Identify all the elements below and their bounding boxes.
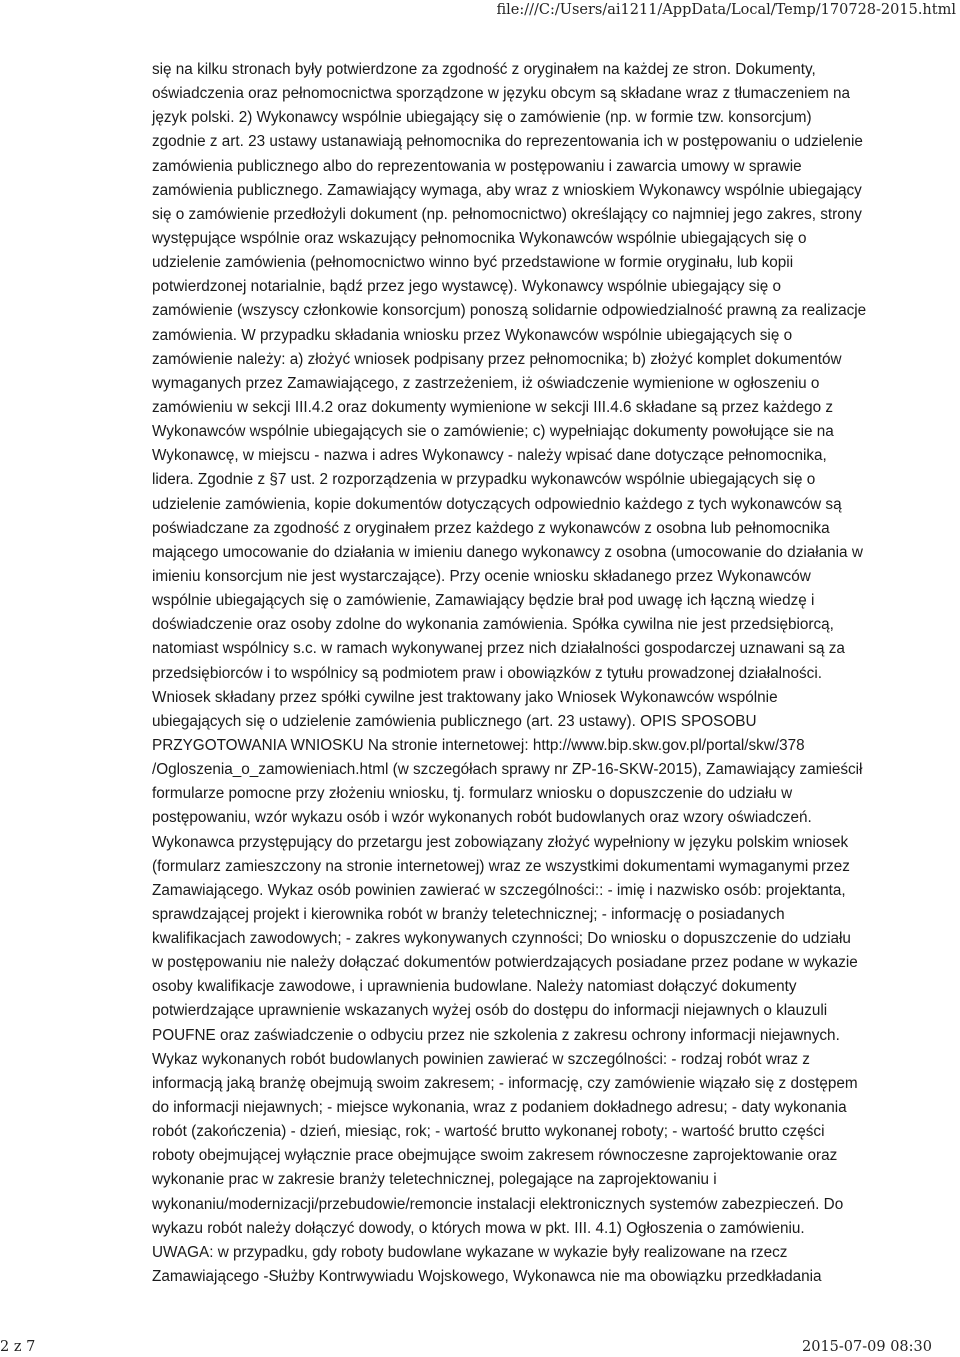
body-text-line: PRZYGOTOWANIA WNIOSKU Na stronie internetowej: http://www.bip.skw.gov.pl/portal/skw/378	[152, 736, 805, 754]
body-text-line: Wykonawcę, w miejscu - nazwa i adres Wykonawcy - należy wpisać dane dotyczące pełnomocnika,	[152, 447, 827, 465]
print-date: 2015-07-09 08:30	[802, 1339, 932, 1355]
body-text-line: roboty obejmującej wyłącznie prace obejmujące swoim zakresem równoczesne zaprojektowanie oraz	[152, 1147, 838, 1165]
body-text-line: robót (zakończenia) - dzień, miesiąc, rok; - wartość brutto wykonanej roboty; - wartość brutto części	[152, 1123, 825, 1141]
body-text-line: UWAGA: w przypadku, gdy roboty budowlane wykazane w wykazie były realizowane na rzecz	[152, 1243, 788, 1261]
document-body	[152, 58, 892, 1289]
body-text-line: Wykonawców wspólnie ubiegających sie o zamówienie; c) wypełniając dokumenty powołujące sie na	[152, 423, 834, 441]
body-text-line: /Ogloszenia_o_zamowieniach.html (w szczegółach sprawy nr ZP-16-SKW-2015), Zamawiający zamieścił	[152, 761, 863, 779]
body-text-line: wykazu robót należy dołączyć dowody, o których mowa w pkt. III. 4.1) Ogłoszenia o zamówieniu.	[152, 1219, 805, 1237]
body-text-line: postępowaniu, wzór wykazu osób i wzór wykonanych robót budowlanych oraz wzory oświadczeń.	[152, 809, 812, 827]
body-text-line: kwalifikacjach zawodowych; - zakres wykonywanych czynności; Do wniosku o dopuszczenie do udziału	[152, 930, 851, 948]
body-text-line: potwierdzające uprawnienie wskazanych wyżej osób do dostępu do informacji niejawnych o klauzuli	[152, 1002, 828, 1020]
body-text-line: wykonaniu/modernizacji/przebudowie/remoncie instalacji elektronicznych systemów zabezpieczeń. Do	[152, 1195, 844, 1213]
body-text-line: imieniu konsorcjum nie jest wystarczające). Przy ocenie wniosku składanego przez Wykonawców	[152, 567, 811, 585]
body-text-line: Zamawiającego. Wykaz osób powinien zawierać w szczególności:: - imię i nazwisko osób: projektanta,	[152, 881, 846, 899]
body-text-line: formularze pomocne przy złożeniu wniosku, tj. formularz wniosku o dopuszczenie do udziału w	[152, 785, 793, 803]
body-text-line: udzielenie zamówienia, kopie dokumentów dotyczących odpowiednio każdego z tych wykonawców są	[152, 495, 842, 513]
body-text-line: natomiast wspólnicy s.c. w ramach wykonywanej przez nich działalności gospodarczej uznawani są za	[152, 640, 845, 658]
body-text-line: wspólnie ubiegających się o zamówienie, Zamawiający będzie brał pod uwagę ich łączną wiedzę i	[152, 592, 815, 610]
body-text-line: Wykaz wykonanych robót budowlanych powinien zawierać w szczególności: - rodzaj robót wraz z	[152, 1050, 810, 1068]
body-text-line: Wykonawca przystępujący do przetargu jest zobowiązany złożyć wypełniony w języku polskim wniosek	[152, 833, 849, 851]
body-text-line: Zamawiającego -Służby Kontrwywiadu Wojskowego, Wykonawca nie ma obowiązku przedkładania	[152, 1268, 822, 1286]
body-text-line: zamówienie (wszyscy członkowie konsorcjum) ponoszą solidarnie odpowiedzialność prawną za realizacje	[152, 302, 867, 320]
body-text-line: się na kilku stronach były potwierdzone za zgodność z oryginałem na każdej ze stron. Dokumenty,	[152, 61, 816, 78]
body-text-line: zamówienia. W przypadku składania wniosku przez Wykonawców wspólnie ubiegających się o	[152, 326, 793, 344]
body-text-line: udzielenie zamówienia (pełnomocnictwo winno być przedstawione w formie oryginału, lub kopii	[152, 254, 794, 272]
body-text-line: sprawdzającej projekt i kierownika robót w branży teletechnicznej; - informację o posiadanych	[152, 905, 785, 923]
body-text-line: występujące wspólnie oraz wskazujący pełnomocnika Wykonawców wspólnie ubiegających się o	[152, 229, 807, 247]
body-text-line: do informacji niejawnych; - miejsce wykonania, wraz z podaniem dokładnego adresu; - daty wykonania	[152, 1099, 847, 1117]
body-text-line: mającego umocowanie do działania w imieniu danego wykonawcy z osobna (umocowanie do działania w	[152, 543, 863, 561]
body-text-line: poświadczane za zgodność z oryginałem przez każdego z wykonawców z osobna lub pełnomocnika	[152, 519, 830, 537]
body-text-line: lidera. Zgodnie z §7 ust. 2 rozporządzenia w przypadku wykonawców wspólnie ubiegających się o	[152, 471, 816, 489]
body-text-line: zamówienie należy: a) złożyć wniosek podpisany przez pełnomocnika; b) złożyć komplet dokumentów	[152, 350, 842, 368]
body-text-line: w postępowaniu nie należy dołączać dokumentów potwierdzających posiadane przez podane w wykazie	[152, 954, 858, 972]
body-text-line: oświadczenia oraz pełnomocnictwa sporządzone w języku obcym są składane wraz z tłumaczeniem na	[152, 85, 851, 103]
body-text-line: potwierdzonej notarialnie, bądź przez jego wystawcę). Wykonawcy wspólnie ubiegający się o	[152, 278, 782, 296]
print-header-file-path: file:///C:/Users/ai1211/AppData/Local/Temp/170728-2015.html	[496, 2, 956, 18]
body-text-line: informacją jaką branżę obejmują swoim zakresem; - informację, czy zamówienie wiązało się z dostępem	[152, 1074, 858, 1092]
body-text-line: doświadczenie oraz osoby zdolne do wykonania zamówienia. Spółka cywilna nie jest przedsiębiorcą,	[152, 616, 834, 634]
body-text-line: POUFNE oraz zaświadczenie o odbyciu przez nie szkolenia z zakresu ochrony informacji niejawnych.	[152, 1026, 840, 1044]
body-text-line: zamówienia publicznego. Zamawiający wymaga, aby wraz z wnioskiem Wykonawcy wspólnie ubiegający	[152, 181, 862, 199]
body-text-line: osoby kwalifikacje zawodowe, i uprawnienia budowlane. Należy natomiast dołączyć dokumenty	[152, 978, 797, 996]
body-text-line: zgodnie z art. 23 ustawy ustanawiają pełnomocnika do reprezentowania ich w postępowaniu o udzielenie	[152, 133, 863, 151]
body-text-line: się o zamówienie przedłożyli dokument (np. pełnomocnictwo) określający co najmniej jego zakres, strony	[152, 205, 862, 223]
body-text-line: język polski. 2) Wykonawcy wspólnie ubiegający się o zamówienie (np. w formie tzw. konsorcjum)	[152, 109, 812, 127]
body-text-line: wymaganych przez Zamawiającego, z zastrzeżeniem, iż oświadczenie wymienione w ogłoszeniu o	[152, 374, 820, 392]
body-text-line: Wniosek składany przez spółki cywilne jest traktowany jako Wniosek Wykonawców wspólnie	[152, 688, 778, 706]
body-text-line: ubiegających się o udzielenie zamówienia publicznego (art. 23 ustawy). OPIS SPOSOBU	[152, 712, 757, 730]
page-number: 2 z 7	[0, 1339, 36, 1355]
body-text-line: wykonanie prac w zakresie branży teletechnicznej, polegające na zaprojektowaniu i	[152, 1171, 717, 1189]
print-footer	[0, 1337, 960, 1357]
body-text-line: zamówieniu w sekcji III.4.2 oraz dokumenty wymienione w sekcji III.4.6 składane są przez każdego z	[152, 398, 834, 416]
body-text-line: (formularz zamieszczony na stronie internetowej) wraz ze wszystkimi dokumentami wymaganymi przez	[152, 857, 850, 875]
body-text-line: przedsiębiorców i to wspólnicy są podmiotem praw i obowiązków z tytułu prowadzonej działalności.	[152, 664, 822, 682]
body-text-line: zamówienia publicznego albo do reprezentowania w postępowaniu i zawarcia umowy w sprawie	[152, 157, 802, 175]
